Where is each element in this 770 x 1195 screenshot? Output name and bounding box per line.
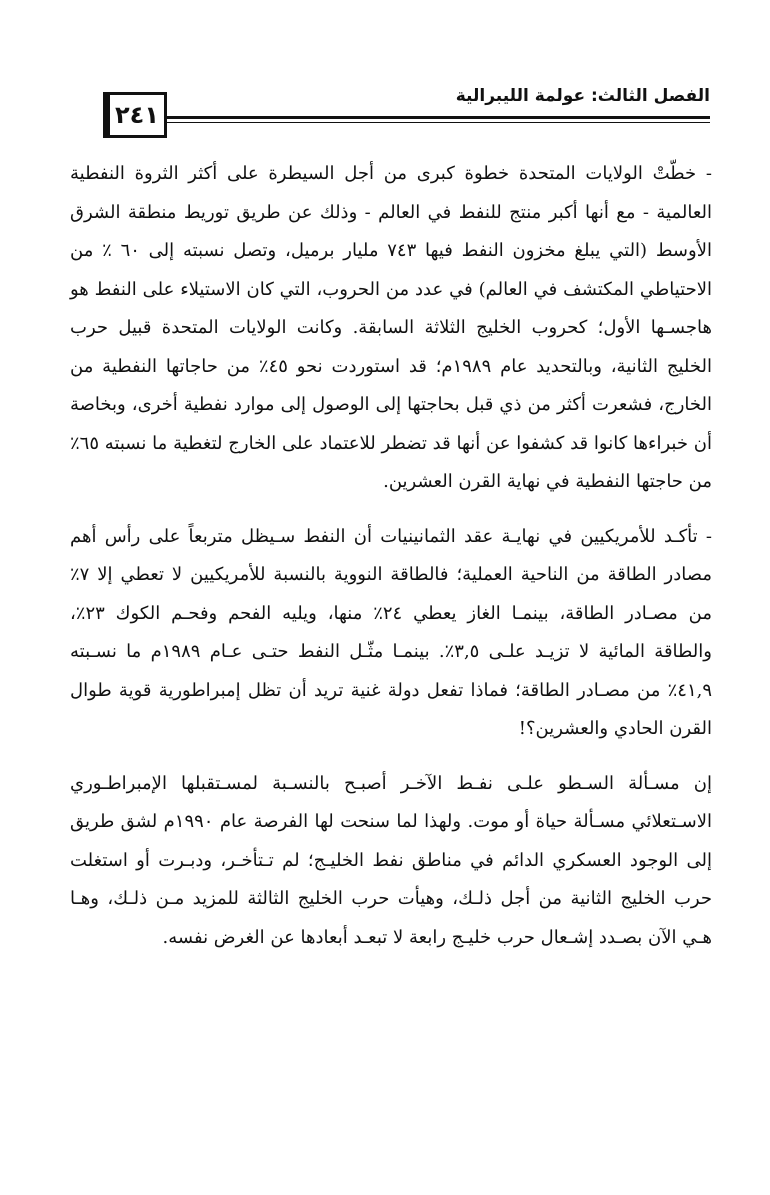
page-number: ٢٤١ xyxy=(103,92,167,138)
paragraph-1: - خطّتْ الولايات المتحدة خطوة كبرى من أجل السيطرة على أكثر الثروة النفطية العالمية - مع أنها أكبر منتج للنفط في العالم - وذلك عن طريق توريط منطقة الشرق الأوسط (التي يبلغ مخزون النفط فيها ٧٤٣ مليار برميل، وتصل نسبته إلى ٦٠ ٪ من الاحتياطي المكتشف في العالم) في عدد من الحروب، التي كان الاستيلاء على النفط هو هاجسـها الأول؛ كحروب الخليج الثلاثة السابقة. وكانت الولايات المتحدة قبيل حرب الخليج الثانية، وبالتحديد عام ١٩٨٩م؛ قد استوردت نحو ٤٥٪ من حاجاتها النفطية من الخارج، فشعرت أكثر من ذي قبل بحاجتها إلى الوصول إلى موارد نفطية أخرى، وبخاصة أن خبراءها كانوا قد كشفوا عن أنها قد تضطر للاعتماد على الخارج لتغطية ما نسبته ٦٥٪ من حاجتها النفطية في نهاية القرن العشرين. xyxy=(70,163,712,492)
paragraph-2: - تأكـد للأمريكيين في نهايـة عقد الثمانينيات أن النفط سـيظل متربعاً على رأس أهم مصادر الطاقة من الناحية العملية؛ فالطاقة النووية بالنسبة للأمريكيين لا تعطي إلا ٧٪ من مصـادر الطاقة، بينمـا الغاز يعطي ٢٤٪ منها، ويليه الفحم وفحـم الكوك ٢٣٪، والطاقة المائية لا تزيـد علـى ٣,٥٪. بينمـا مثّـل النفط حتـى عـام ١٩٨٩م ما نسـبته ٤١,٩٪ من مصـادر الطاقة؛ فماذا تفعل دولة غنية تريد أن تظل إمبراطورية قوية طوال القرن الحادي والعشرين؟! xyxy=(70,525,713,739)
header-rule xyxy=(167,116,710,119)
paragraph-3: إن مسـألة السـطو علـى نفـط الآخـر أصبـح بالنسـبة لمسـتقبلها الإمبراطـوري الاسـتعلائي مسـألة حياة أو موت. ولهذا لما سنحت لها الفرصة عام ١٩٩٠م لشق طريق إلى الوجود العسكري الدائم في مناطق نفط الخليـج؛ لم تـتأخـر، ودبـرت أو استغلت حرب الخليج الثانية من أجل ذلـك، وهيأت حرب الخليج الثالثة للمزيد مـن ذلـك، وهـا هـي الآن بصـدد إشـعال حرب خليـج رابعة لا تبعـد أبعادها عن الغرض نفسه. xyxy=(70,772,712,948)
body-text xyxy=(70,155,712,957)
header-rule-thin xyxy=(167,122,710,123)
page-header xyxy=(103,86,710,146)
chapter-title: الفصل الثالث: عولمة الليبرالية xyxy=(455,86,710,106)
